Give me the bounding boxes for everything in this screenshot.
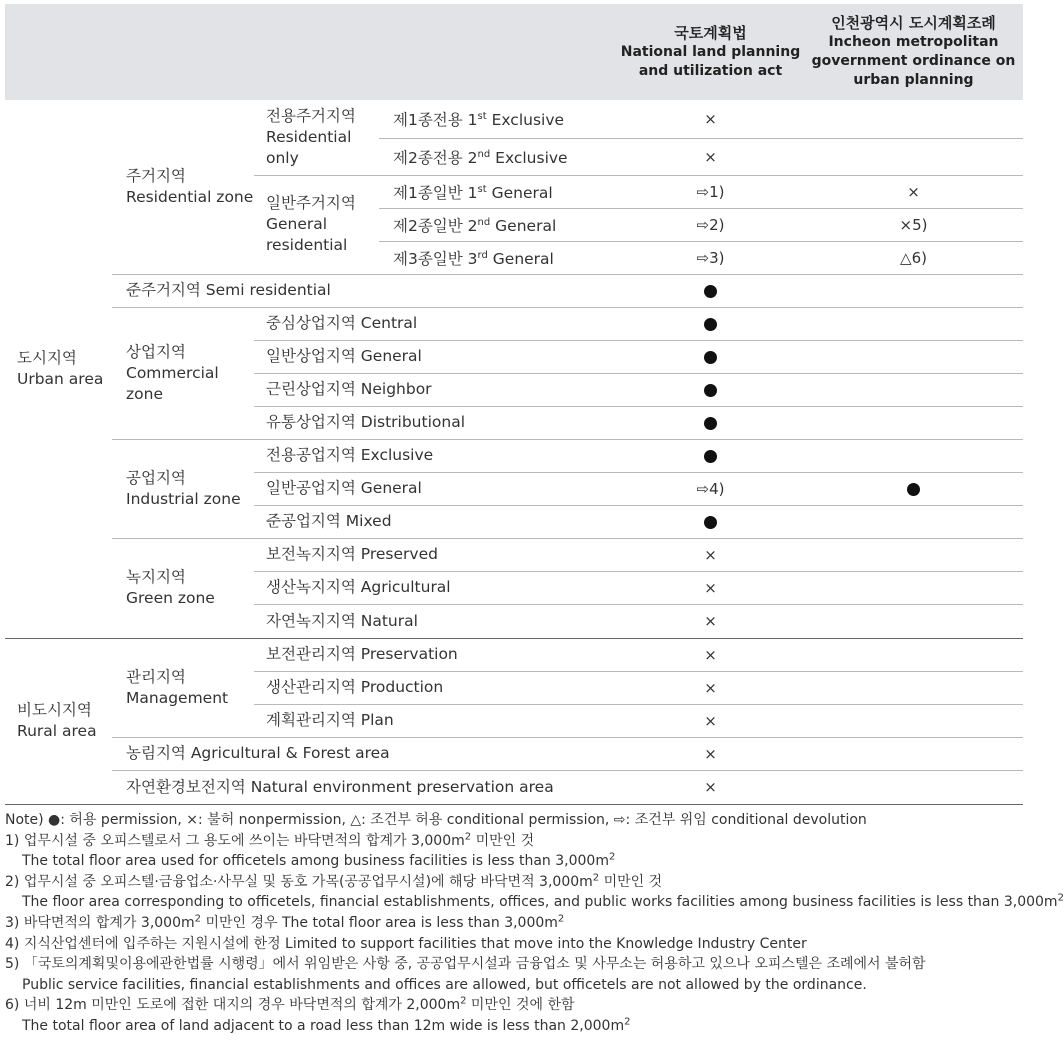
incheon-value: ×5) — [804, 208, 1023, 241]
incheon-value — [804, 439, 1023, 472]
incheon-value — [804, 138, 1023, 175]
incheon-value — [804, 505, 1023, 538]
note-6-en: The total floor area of land adjacent to a road less than 12m wide is less than $2,000m^2$ — [22, 1016, 631, 1034]
permission-dot-icon — [704, 384, 717, 397]
row-label: 중심상업지역 Central — [254, 307, 617, 340]
incheon-value — [804, 571, 1023, 604]
subzone-residential-only: 전용주거지역 Residential only — [254, 100, 379, 175]
header-blank — [5, 4, 617, 100]
national-value: × — [617, 538, 804, 571]
incheon-value — [804, 472, 1023, 505]
national-value — [617, 340, 804, 373]
header-incheon-ko: 인천광역시 도시계획조례 — [831, 14, 996, 32]
incheon-value — [804, 770, 1023, 804]
zone-commercial: 상업지역 Commercial zone — [112, 307, 254, 439]
table-row — [5, 638, 1023, 671]
incheon-value — [804, 406, 1023, 439]
row-label: 보전관리지역 Preservation — [254, 638, 617, 671]
incheon-value — [804, 100, 1023, 138]
national-value: × — [617, 770, 804, 804]
incheon-value — [804, 671, 1023, 704]
table-row — [5, 274, 1023, 307]
permission-dot-icon — [704, 318, 717, 331]
zoning-permission-table — [5, 4, 1023, 805]
zone-residential: 주거지역 Residential zone — [112, 100, 254, 274]
national-value: ⇨1) — [617, 175, 804, 208]
incheon-value — [804, 340, 1023, 373]
national-value — [617, 505, 804, 538]
header-incheon-ordinance — [804, 4, 1023, 100]
incheon-value — [804, 737, 1023, 770]
permission-dot-icon — [704, 351, 717, 364]
row-label: 보전녹지지역 Preserved — [254, 538, 617, 571]
row-label: 제2종전용 2nd Exclusive — [379, 138, 617, 175]
row-label: 농림지역 Agricultural & Forest area — [112, 737, 617, 770]
national-value: × — [617, 671, 804, 704]
national-value: × — [617, 571, 804, 604]
national-value: ⇨3) — [617, 241, 804, 274]
row-label: 생산녹지지역 Agricultural — [254, 571, 617, 604]
permission-dot-icon — [704, 417, 717, 430]
incheon-value — [804, 307, 1023, 340]
note-5-ko: 5) 「국토의계획및이용에관한법률 시행령」에서 위임받은 사항 중, 공공업무시설과 금융업소 및 사무소는 허용하고 있으나 오피스텔은 조례에서 불허함 — [5, 956, 926, 973]
permission-dot-icon — [704, 450, 717, 463]
national-value: × — [617, 100, 804, 138]
permission-dot-icon — [907, 483, 920, 496]
note-4: 4) 지식산업센터에 입주하는 지원시설에 한정 Limited to support facilities that move into the Knowledge Industry Center — [5, 935, 807, 952]
table-row — [5, 439, 1023, 472]
permission-dot-icon — [704, 516, 717, 529]
national-value: × — [617, 604, 804, 638]
national-value: × — [617, 638, 804, 671]
header-row — [5, 4, 1023, 100]
zone-industrial: 공업지역 Industrial zone — [112, 439, 254, 538]
table-notes — [5, 810, 1064, 1037]
row-label: 제3종일반 3rd General — [379, 241, 617, 274]
national-value: × — [617, 704, 804, 737]
row-label: 근린상업지역 Neighbor — [254, 373, 617, 406]
incheon-value — [804, 604, 1023, 638]
table-row — [5, 770, 1023, 804]
note-1-en: The total floor area used for officetels among business facilities is less than $3,000m^2$ — [22, 851, 616, 870]
table-row — [5, 737, 1023, 770]
national-value: ⇨4) — [617, 472, 804, 505]
note-1-ko: 1) 업무시설 중 오피스텔로서 그 용도에 쓰이는 바닥면적의 합계가 $3,000m^2$ 미만인 것 — [5, 830, 535, 849]
incheon-value — [804, 538, 1023, 571]
category-urban: 도시지역 Urban area — [5, 100, 112, 638]
incheon-value — [804, 274, 1023, 307]
row-label: 제2종일반 2nd General — [379, 208, 617, 241]
note-5-en: Public service facilities, financial establishments and offices are allowed, but officetels are not allowed by the ordinance. — [22, 976, 867, 993]
zone-green: 녹지지역 Green zone — [112, 538, 254, 638]
note-legend: Note) ●: 허용 permission, ×: 불허 nonpermission, △: 조건부 허용 conditional permission, ⇨: 조건부 위임 conditional devolution — [5, 812, 867, 828]
incheon-value — [804, 638, 1023, 671]
row-label: 자연녹지지역 Natural — [254, 604, 617, 638]
row-label: 유통상업지역 Distributional — [254, 406, 617, 439]
table-row — [5, 538, 1023, 571]
permission-dot-icon — [704, 285, 717, 298]
header-national-ko: 국토계획법 — [674, 23, 747, 42]
incheon-value — [804, 373, 1023, 406]
national-value — [617, 406, 804, 439]
national-value — [617, 439, 804, 472]
row-label: 일반상업지역 General — [254, 340, 617, 373]
national-value — [617, 307, 804, 340]
table-row — [5, 100, 1023, 138]
row-label: 제1종전용 1st Exclusive — [379, 100, 617, 138]
row-label: 전용공업지역 Exclusive — [254, 439, 617, 472]
row-label: 생산관리지역 Production — [254, 671, 617, 704]
national-value: × — [617, 138, 804, 175]
note-2-en: The floor area corresponding to officetels, financial establishments, offices, and public works facilities among business facilities is less than $3,000m^2$ — [22, 892, 1064, 911]
national-value: × — [617, 737, 804, 770]
national-value: ⇨2) — [617, 208, 804, 241]
note-3: 3) 바닥면적의 합계가 $3,000m^2$ 미만인 경우 The total floor area is less than $3,000m^2$ — [5, 913, 565, 931]
national-value — [617, 274, 804, 307]
row-label: 일반공업지역 General — [254, 472, 617, 505]
national-value — [617, 373, 804, 406]
incheon-value: × — [804, 175, 1023, 208]
row-label: 자연환경보전지역 Natural environment preservation area — [112, 770, 617, 804]
row-label: 제1종일반 1st General — [379, 175, 617, 208]
header-national-act — [617, 4, 804, 100]
note-2-ko: 2) 업무시설 중 오피스텔·금융업소·사무실 및 동호 가목(공공업무시설)에 해당 바닥면적 $3,000m^2$ 미만인 것 — [5, 872, 663, 890]
incheon-value — [804, 704, 1023, 737]
table-row — [5, 307, 1023, 340]
row-label: 준주거지역 Semi residential — [112, 274, 617, 307]
incheon-value: △6) — [804, 241, 1023, 274]
category-rural: 비도시지역 Rural area — [5, 638, 112, 804]
row-label: 준공업지역 Mixed — [254, 505, 617, 538]
note-6-ko: 6) 너비 12m 미만인 도로에 접한 대지의 경우 바닥면적의 합계가 $2,000m^2$ 미만인 것에 한함 — [5, 995, 575, 1014]
header-national-en: National land planning and utilization act — [620, 43, 801, 79]
row-label: 계획관리지역 Plan — [254, 704, 617, 737]
subzone-general-residential: 일반주거지역 General residential — [254, 175, 379, 274]
header-incheon-en: Incheon metropolitan government ordinance on urban planning — [811, 34, 1016, 88]
zone-management: 관리지역 Management — [112, 638, 254, 737]
